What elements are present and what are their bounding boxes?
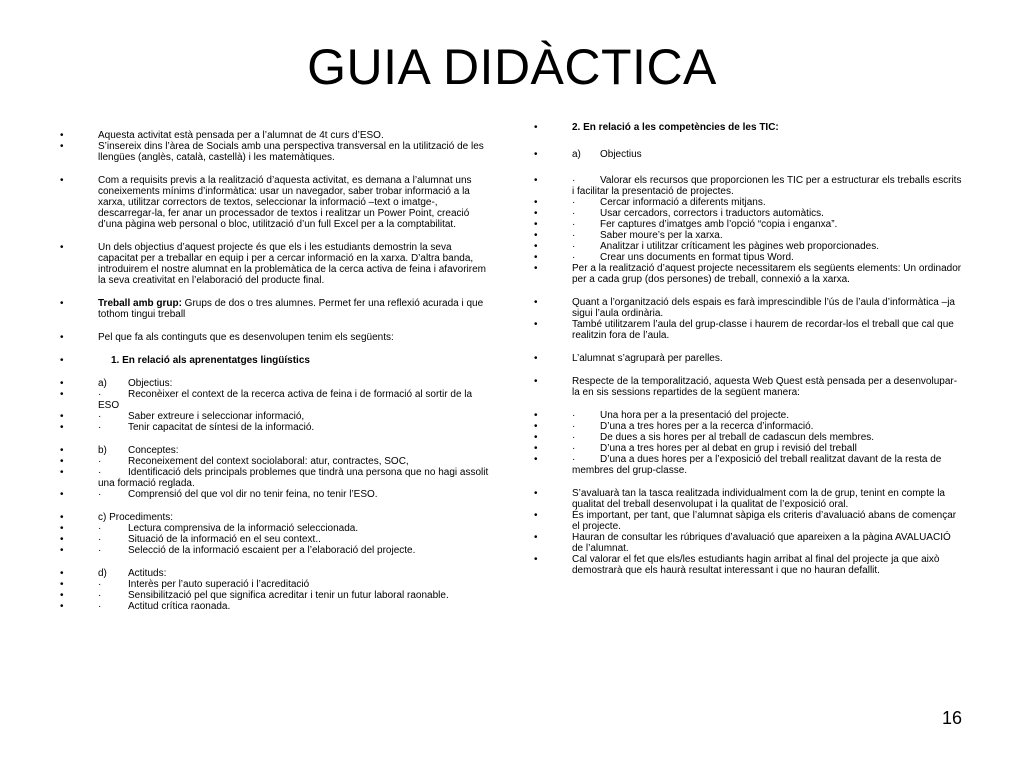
item-text: Grups de dos o tres alumnes. Permet fer una reflexió acurada i que tothom tingui treball [98, 298, 484, 320]
list-item: • · Situació de la informació en el seu context.. [58, 534, 494, 545]
list-item: • · Saber moure’s per la xarxa. [532, 230, 962, 241]
list-item: • També utilitzarem l’aula del grup-classe i haurem de recordar-los el treball que cal que realitzin fora de l’aula. [532, 319, 962, 341]
bold-label: Treball amb grup: [98, 298, 182, 309]
list-item: • Un dels objectius d’aquest projecte és que els i les estudiants demostrin la seva capacitat per a treballar en equip i per a cercar informació en la xarxa. D’altra banda, introduirem el nostre alumnat en la problemàtica de la cerca activa de feina i afavorirem la seva creativitat en l’elaboració del producte final. [58, 242, 494, 286]
list-item: • · Actitud crítica raonada. [58, 601, 494, 612]
list-item: • Pel que fa als continguts que es desenvolupen tenim els següents: [58, 332, 494, 343]
list-item: • d) Actituds: [58, 568, 494, 579]
list-item: • a) Objectius [532, 149, 962, 160]
list-item: • Com a requisits previs a la realització d’aquesta activitat, es demana a l’alumnat uns coneixements mínims d’informàtica: usar un navegador, saber trobar informació a la xarxa, utilitzar correctors de textos, seleccionar la informació –text o imatge-, descarregar-la, fer anar un processador de textos i realitzar un Power Point, creació d’una pàgina web personal o bloc, utilització d’un full Excel per a la comptabilitat. [58, 175, 494, 230]
list-item: • · D’una a dues hores per a l’exposició del treball realitzat davant de la resta de membres del grup-classe. [532, 454, 962, 476]
list-item: • · Crear uns documents en format tipus Word. [532, 252, 962, 263]
list-item: • Hauran de consultar les rúbriques d’avaluació que apareixen a la pàgina AVALUACIÓ de l’alumnat. [532, 532, 962, 554]
list-item: • L’alumnat s’agruparà per parelles. [532, 353, 962, 364]
list-item: • · Interès per l’auto superació i l’acreditació [58, 579, 494, 590]
list-item: • · Sensibilització pel que significa acreditar i tenir un futur laboral raonable. [58, 590, 494, 601]
list-item: • c) Procediments: [58, 512, 494, 523]
list-item: • Per a la realització d’aquest projecte necessitarem els següents elements: Un ordinador per a cada grup (dos persones) de treball, connexió a la xarxa. [532, 263, 962, 285]
list-item: • · Selecció de la informació escaient per a l’elaboració del projecte. [58, 545, 494, 556]
list-item: • · Cercar informació a diferents mitjans. [532, 197, 962, 208]
list-item: • S’insereix dins l’àrea de Socials amb una perspectiva transversal en la utilització de les llengües (anglès, català, castellà) i les matemàtiques. [58, 141, 494, 163]
heading-text: 1. En relació als aprenentatges lingüístics [111, 355, 310, 366]
list-item: • a) Objectius: [58, 378, 494, 389]
list-item: • · De dues a sis hores per al treball de cadascun dels membres. [532, 432, 962, 443]
list-item: • · Saber extreure i seleccionar informació, [58, 411, 494, 422]
right-column [532, 122, 962, 576]
list-item: • S’avaluarà tan la tasca realitzada individualment com la de grup, tenint en compte la qualitat del treball desenvolupat i la qualitat de l’exposició oral. [532, 488, 962, 510]
list-item: • · Reconèixer el context de la recerca activa de feina i de formació al sortir de la ESO [58, 389, 494, 411]
list-item: • És important, per tant, que l’alumnat sàpiga els criteris d’avaluació abans de començar el projecte. [532, 510, 962, 532]
list-item [58, 298, 494, 320]
list-item: • · Una hora per a la presentació del projecte. [532, 410, 962, 421]
section-heading [532, 122, 962, 133]
page-number: 16 [941, 708, 962, 728]
list-item: • · Identificació dels principals problemes que tindrà una persona que no hagi assolit una formació reglada. [58, 467, 494, 489]
list-item: • b) Conceptes: [58, 445, 494, 456]
list-item: • · Usar cercadors, correctors i traductors automàtics. [532, 208, 962, 219]
list-item: • Cal valorar el fet que els/les estudiants hagin arribat al final del projecte ja que això demostrarà que els haurà resultat interessant i que no hauran defallit. [532, 554, 962, 576]
list-item: • Aquesta activitat està pensada per a l’alumnat de 4t curs d’ESO. [58, 130, 494, 141]
list-item: • · Tenir capacitat de síntesi de la informació. [58, 422, 494, 433]
list-item: • · Reconeixement del context sociolaboral: atur, contractes, SOC, [58, 456, 494, 467]
list-item: • · Fer captures d’imatges amb l’opció “copia i enganxa”. [532, 219, 962, 230]
slide-title: GUIA DIDÀCTICA [307, 39, 717, 95]
list-item: • · D’una a tres hores per al debat en grup i revisió del treball [532, 443, 962, 454]
list-item: • · Analitzar i utilitzar críticament les pàgines web proporcionades. [532, 241, 962, 252]
left-column [58, 130, 494, 612]
list-item: • Quant a l’organització dels espais es farà imprescindible l’ús de l’aula d’informàtica –ja sigui l’aula ordinària. [532, 297, 962, 319]
list-item: • · D’una a tres hores per a la recerca d’informació. [532, 421, 962, 432]
heading-text: 2. En relació a les competències de les TIC: [572, 122, 779, 133]
list-item: • · Comprensió del que vol dir no tenir feina, no tenir l’ESO. [58, 489, 494, 500]
section-heading [58, 355, 494, 366]
list-item: • Respecte de la temporalització, aquesta Web Quest està pensada per a desenvolupar-la en sis sessions repartides de la següent manera: [532, 376, 962, 398]
list-item: • · Valorar els recursos que proporcionen les TIC per a estructurar els treballs escrits i facilitar la presentació de projectes. [532, 175, 962, 197]
list-item: • · Lectura comprensiva de la informació seleccionada. [58, 523, 494, 534]
